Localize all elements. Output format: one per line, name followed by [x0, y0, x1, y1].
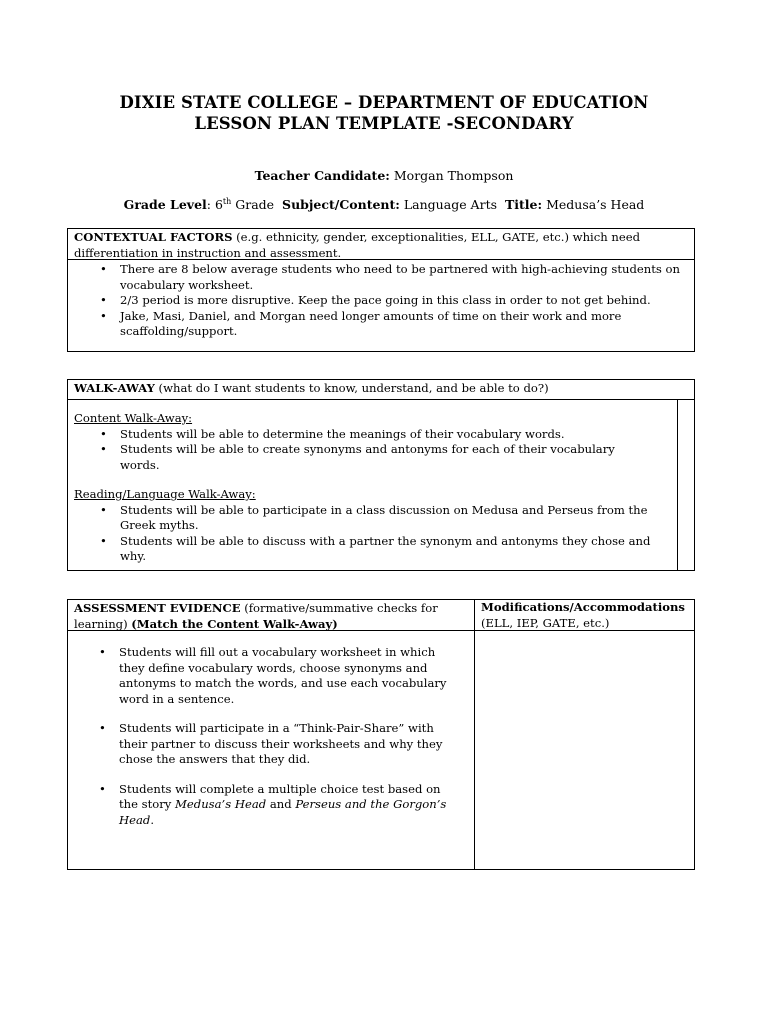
walk-away-note: (what do I want students to know, understand, and be able to do?) — [154, 381, 549, 395]
list-item: • There are 8 below average students who need to be partnered with high-achieving students on vocabulary worksheet. — [120, 262, 694, 293]
column-divider — [474, 631, 475, 869]
list-item: • 2/3 period is more disruptive. Keep the pace going in this class in order to not get behind. — [120, 293, 694, 309]
list-item: • Students will participate in a “Think-Pair-Share” with their partner to discuss their worksheets and why they chose the answers that they did. — [119, 721, 462, 768]
item3-and: and — [266, 797, 296, 811]
story-title-perseus: Perseus and the Gorgon’s Head — [119, 797, 447, 827]
contextual-factors-list — [68, 260, 694, 340]
teacher-candidate-line — [0, 168, 768, 183]
walk-away-heading: WALK-AWAY — [74, 381, 155, 395]
assessment-evidence-list — [68, 645, 468, 828]
grade-value: Grade — [231, 197, 275, 212]
content-walk-away-label: Content Walk-Away: — [74, 411, 193, 425]
subject-label: Subject/Content: — [282, 197, 400, 212]
grade-colon: : 6 — [206, 197, 223, 212]
grade-suffix: th — [222, 196, 232, 206]
contextual-factors-heading: CONTEXTUAL FACTORS — [74, 230, 233, 244]
modifications-note: (ELL, IEP, GATE, etc.) — [481, 615, 610, 630]
document-title-line1: DIXIE STATE COLLEGE – DEPARTMENT OF EDUCATION — [119, 93, 649, 112]
grade-label: Grade Level — [123, 197, 207, 212]
title-value: Medusa’s Head — [542, 197, 645, 212]
reading-walk-away-list — [68, 503, 677, 565]
assessment-evidence-heading: ASSESSMENT EVIDENCE — [74, 601, 241, 615]
teacher-label: Teacher Candidate: — [254, 168, 390, 183]
assessment-evidence-body — [68, 645, 468, 842]
list-item: • Students will be able to determine the meanings of their vocabulary words. — [120, 427, 657, 443]
modifications-heading: Modifications/Accommodations — [481, 600, 685, 614]
title-label: Title: — [504, 197, 543, 212]
grade-subject-title-line — [0, 197, 768, 212]
subject-value: Language Arts — [399, 197, 498, 212]
list-item — [119, 782, 462, 829]
contextual-factors-table — [67, 228, 695, 352]
assessment-evidence-table — [67, 599, 695, 870]
list-item: • Students will fill out a vocabulary worksheet in which they define vocabulary words, choose synonyms and antonyms to match the words, and use each vocabulary word in a sentence. — [119, 645, 462, 707]
document-title-line2: LESSON PLAN TEMPLATE -SECONDARY — [194, 114, 574, 133]
assessment-evidence-note: (formative/summative checks for learning) — [74, 601, 438, 631]
list-item: • Jake, Masi, Daniel, and Morgan need longer amounts of time on their work and more scaffolding/support. — [120, 309, 694, 340]
walk-away-header — [68, 380, 694, 400]
list-item: • Students will be able to discuss with a partner the synonym and antonyms they chose and why. — [120, 534, 657, 565]
item3-end: . — [150, 812, 154, 827]
list-item: • Students will be able to create synonyms and antonyms for each of their vocabulary words. — [120, 442, 657, 473]
contextual-factors-note: (e.g. ethnicity, gender, exceptionalities, ELL, GATE, etc.) which need differentiation in instruction and assessment. — [74, 230, 641, 260]
walk-away-table — [67, 379, 695, 571]
teacher-value: Morgan Thompson — [389, 168, 514, 183]
content-walk-away-list — [68, 427, 677, 474]
reading-walk-away-label: Reading/Language Walk-Away: — [74, 487, 256, 501]
item3-text: Students will complete a multiple choice test based on the story — [119, 781, 441, 811]
contextual-factors-header — [68, 229, 694, 260]
walk-away-body — [68, 400, 678, 570]
assessment-evidence-header — [68, 600, 475, 630]
modifications-header — [481, 600, 693, 631]
assessment-header-row — [68, 600, 694, 631]
story-title-medusa: Medusa’s Head — [175, 797, 267, 811]
assessment-match-note: (Match the Content Walk-Away) — [131, 616, 338, 631]
list-item: • Students will be able to participate in a class discussion on Medusa and Perseus from the Greek myths. — [120, 503, 657, 534]
